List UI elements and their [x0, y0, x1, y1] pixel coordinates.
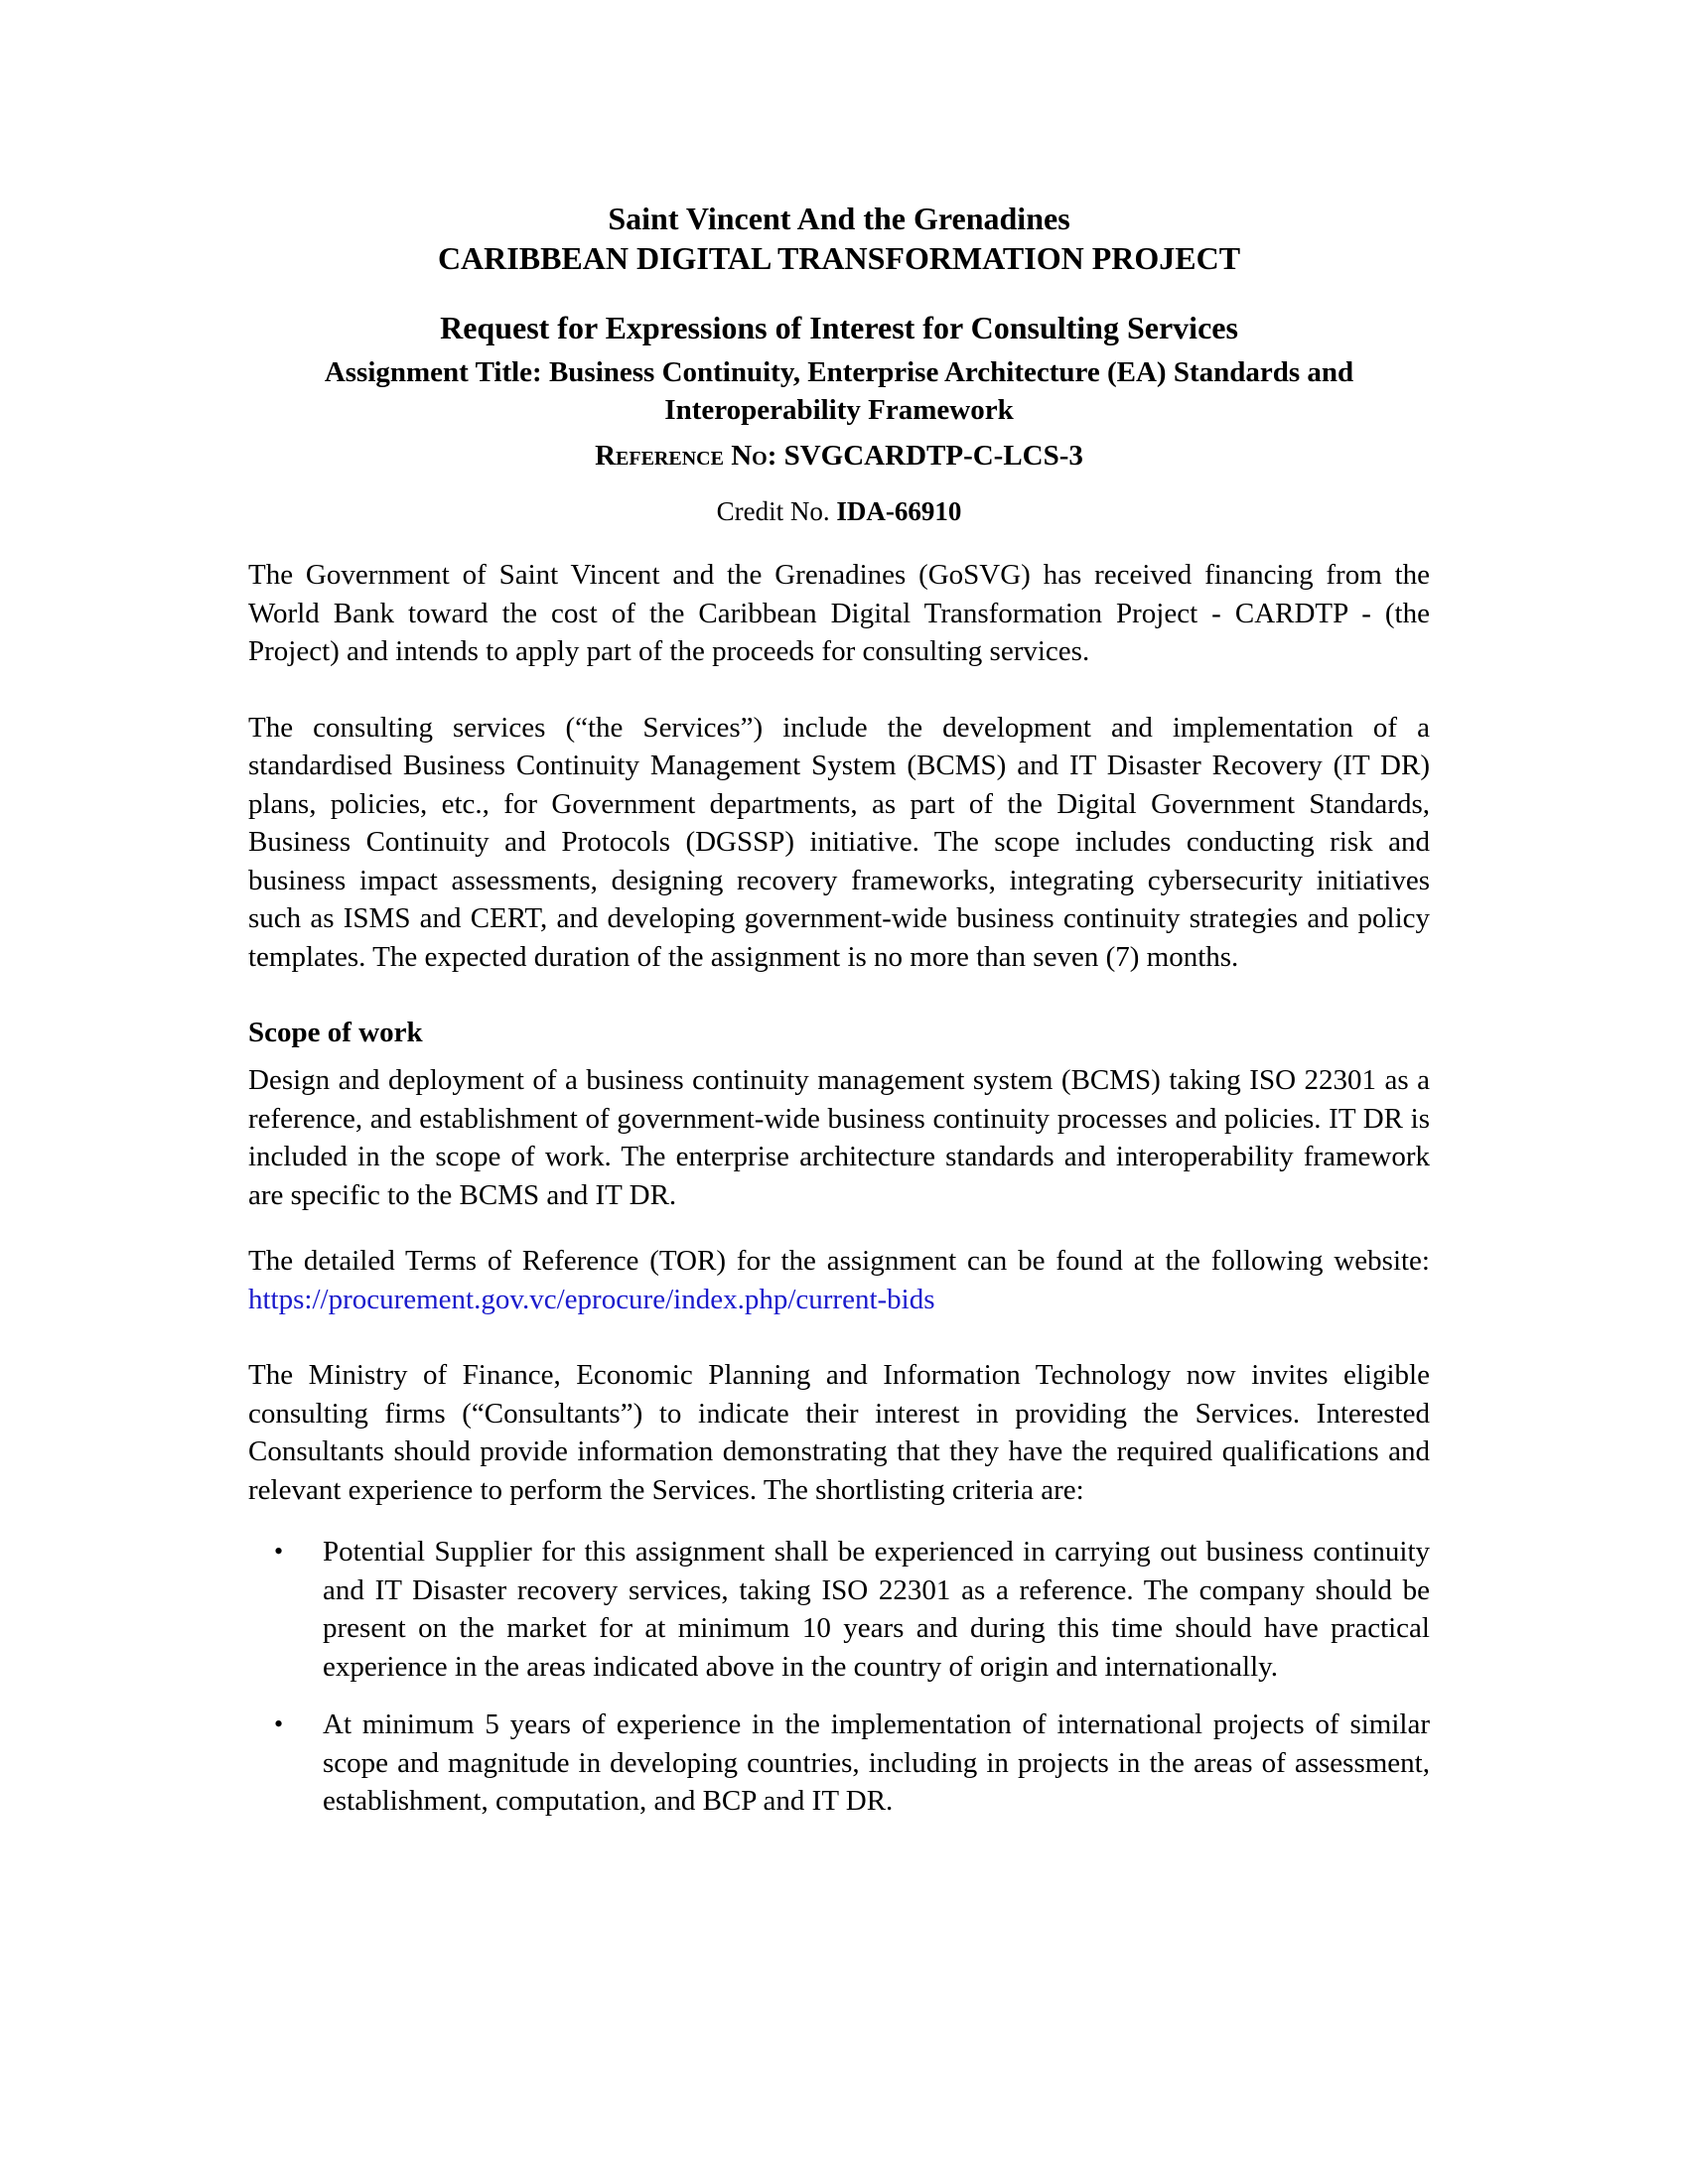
tor-paragraph: [248, 1242, 1430, 1318]
assignment-title-line2: Interoperability Framework: [664, 394, 1014, 426]
shortlisting-criteria-list: [248, 1533, 1430, 1821]
criteria-item: [248, 1533, 1430, 1686]
bullet-icon: •: [274, 1537, 284, 1566]
tor-text: The detailed Terms of Reference (TOR) for the assignment can be found at the following website:: [248, 1245, 1430, 1277]
bullet-icon: •: [274, 1709, 284, 1738]
project-title: CARIBBEAN DIGITAL TRANSFORMATION PROJECT: [437, 240, 1241, 276]
country-title: Saint Vincent And the Grenadines: [608, 201, 1070, 236]
scope-paragraph: Design and deployment of a business continuity management system (BCMS) taking ISO 22301 as a reference, and establishment of government-wide business continuity processes and policies. IT DR is included in the scope of work. The enterprise architecture standards and interoperability framework are specific to the BCMS and IT DR.: [248, 1064, 1430, 1211]
reference-number: [248, 437, 1430, 475]
request-title: Request for Expressions of Interest for Consulting Services: [440, 310, 1238, 345]
criteria-text: Potential Supplier for this assignment shall be experienced in carrying out business continuity and IT Disaster recovery services, taking ISO 22301 as a reference. The company should be present on the market for at minimum 10 years and during this time should have practical experience in the areas indicated above in the country of origin and internationally.: [323, 1536, 1430, 1683]
credit-number: [248, 494, 1430, 528]
scope-heading: Scope of work: [248, 1017, 423, 1048]
criteria-item: [248, 1706, 1430, 1821]
credit-label: Credit No.: [716, 496, 830, 526]
reference-code: SVGCARDTP-C-LCS-3: [783, 440, 1083, 472]
document-header: [248, 199, 1430, 528]
document-page: [248, 199, 1430, 1841]
intro-paragraph: The Government of Saint Vincent and the Grenadines (GoSVG) has received financing from the World Bank toward the cost of the Caribbean Digital Transformation Project - CARDTP - (the Project) and intends to apply part of the proceeds for consulting services.: [248, 559, 1430, 667]
services-paragraph: The consulting services (“the Services”) include the development and implementation of a standardised Business Continuity Management System (BCMS) and IT Disaster Recovery (IT DR) plans, policies, etc., for Government departments, as part of the Digital Government Standards, Business Continuity and Protocols (DGSSP) initiative. The scope includes conducting risk and business impact assessments, designing recovery frameworks, integrating cybersecurity initiatives such as ISMS and CERT, and developing government-wide business continuity strategies and policy templates. The expected duration of the assignment is no more than seven (7) months.: [248, 711, 1430, 973]
criteria-text: At minimum 5 years of experience in the implementation of international projects of similar scope and magnitude in developing countries, including in projects in the areas of assessment, establishment, computation, and BCP and IT DR.: [323, 1708, 1430, 1817]
credit-value: IDA-66910: [836, 496, 962, 526]
assignment-title-line1: Assignment Title: Business Continuity, Enterprise Architecture (EA) Standards and: [324, 356, 1354, 388]
tor-link[interactable]: https://procurement.gov.vc/eprocure/index.php/current-bids: [248, 1283, 935, 1315]
invitation-paragraph: The Ministry of Finance, Economic Planning and Information Technology now invites eligible consulting firms (“Consultants”) to indicate their interest in providing the Services. Interested Consultants should provide information demonstrating that they have the required qualifications and relevant experience to perform the Services. The shortlisting criteria are:: [248, 1359, 1430, 1506]
reference-label: Reference No:: [595, 440, 777, 472]
assignment-title: [248, 353, 1430, 429]
